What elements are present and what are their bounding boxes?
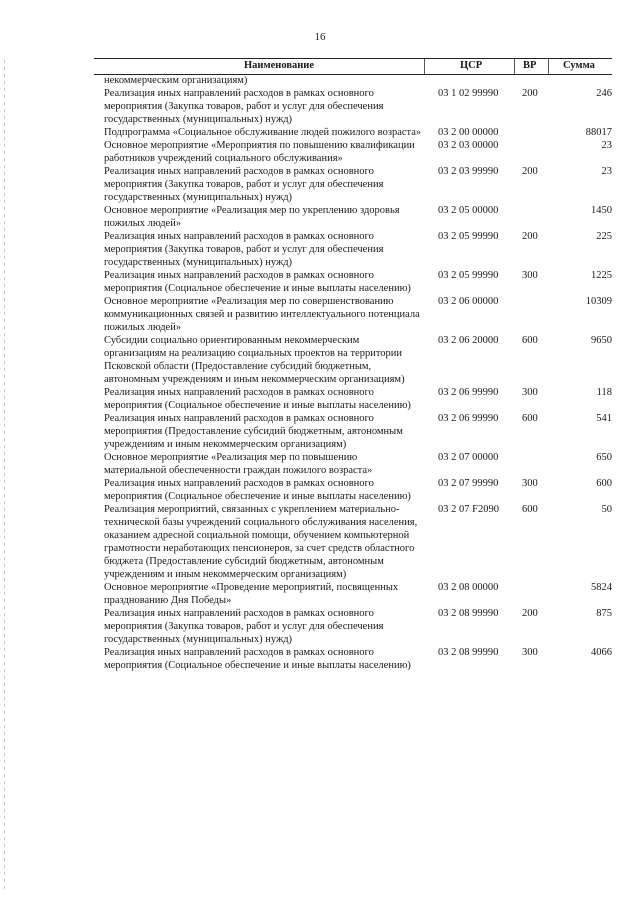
header-separator xyxy=(424,59,425,74)
row-csr: 03 2 06 20000 xyxy=(438,335,499,346)
row-sum: 9650 xyxy=(591,335,612,346)
row-sum: 4066 xyxy=(591,647,612,658)
table-body xyxy=(104,74,614,672)
row-sum: 23 xyxy=(601,140,612,151)
table-row xyxy=(104,74,614,87)
header-separator xyxy=(514,59,515,74)
row-csr: 03 2 05 99990 xyxy=(438,231,499,242)
row-name: Подпрограмма «Социальное обслуживание людей пожилого возраста» xyxy=(104,127,422,138)
row-csr: 03 2 07 F2090 xyxy=(438,504,499,515)
row-csr: 03 2 08 99990 xyxy=(438,647,499,658)
table-row xyxy=(104,412,614,451)
row-name: Основное мероприятие «Реализация мер по повышению материальной обеспеченности граждан пожилого возраста» xyxy=(104,452,373,476)
row-sum: 600 xyxy=(596,478,612,489)
row-name: Реализация иных направлений расходов в рамках основного мероприятия (Закупка товаров, работ и услуг для обеспечения государственных (муниципальных) нужд) xyxy=(104,231,384,268)
row-name: Основное мероприятие «Проведение мероприятий, посвященных празднованию Дня Победы» xyxy=(104,582,399,606)
row-csr: 03 2 06 00000 xyxy=(438,296,499,307)
row-sum: 23 xyxy=(601,166,612,177)
table-row xyxy=(104,503,614,581)
row-sum: 50 xyxy=(601,504,612,515)
row-vr: 600 xyxy=(522,335,538,346)
row-vr: 600 xyxy=(522,413,538,424)
table-row xyxy=(104,230,614,269)
row-vr: 300 xyxy=(522,478,538,489)
row-name: Реализация иных направлений расходов в рамках основного мероприятия (Социальное обеспечение и иные выплаты населению) xyxy=(104,478,411,502)
row-sum: 118 xyxy=(596,387,612,398)
row-sum: 1450 xyxy=(591,205,612,216)
row-sum: 10309 xyxy=(585,296,612,307)
table-row xyxy=(104,87,614,126)
table-row xyxy=(104,451,614,477)
row-vr: 300 xyxy=(522,647,538,658)
table-row xyxy=(104,126,614,139)
table-row xyxy=(104,607,614,646)
row-vr: 300 xyxy=(522,387,538,398)
row-csr: 03 2 06 99990 xyxy=(438,387,499,398)
row-name: Основное мероприятие «Реализация мер по укреплению здоровья пожилых людей» xyxy=(104,205,400,229)
row-vr: 300 xyxy=(522,270,538,281)
row-name: Реализация иных направлений расходов в рамках основного мероприятия (Закупка товаров, работ и услуг для обеспечения государственных (муниципальных) нужд) xyxy=(104,88,384,125)
row-vr: 200 xyxy=(522,166,538,177)
row-csr: 03 2 03 00000 xyxy=(438,140,499,151)
table-row xyxy=(104,165,614,204)
row-csr: 03 2 06 99990 xyxy=(438,413,499,424)
header-vr: ВР xyxy=(523,60,537,71)
row-name: Основное мероприятие «Мероприятия по повышению квалификации работников учреждений социального обслуживания» xyxy=(104,140,415,164)
row-sum: 650 xyxy=(596,452,612,463)
row-csr: 03 2 05 00000 xyxy=(438,205,499,216)
row-csr: 03 2 07 00000 xyxy=(438,452,499,463)
row-sum: 225 xyxy=(596,231,612,242)
row-vr: 200 xyxy=(522,231,538,242)
row-csr: 03 2 00 00000 xyxy=(438,127,499,138)
row-sum: 88017 xyxy=(585,127,612,138)
header-separator xyxy=(548,59,549,74)
row-csr: 03 1 02 99990 xyxy=(438,88,499,99)
page-number: 16 xyxy=(314,31,326,43)
table-row xyxy=(104,204,614,230)
row-name: Реализация иных направлений расходов в рамках основного мероприятия (Предоставление субсидий бюджетным, автономным учреждениям и иным некоммерческим организациям) xyxy=(104,413,403,450)
table-row xyxy=(104,269,614,295)
row-name: Реализация иных направлений расходов в рамках основного мероприятия (Социальное обеспечение и иные выплаты населению) xyxy=(104,387,411,411)
row-csr: 03 2 08 99990 xyxy=(438,608,499,619)
header-csr: ЦСР xyxy=(460,60,483,71)
header-name: Наименование xyxy=(244,60,314,71)
row-sum: 5824 xyxy=(591,582,612,593)
table-header xyxy=(94,58,612,75)
table-row xyxy=(104,646,614,672)
row-name: Реализация иных направлений расходов в рамках основного мероприятия (Закупка товаров, работ и услуг для обеспечения государственных (муниципальных) нужд) xyxy=(104,166,384,203)
row-csr: 03 2 07 99990 xyxy=(438,478,499,489)
row-name: Основное мероприятие «Реализация мер по совершенствованию коммуникационных связей и развитию интеллектуального потенциала пожилых людей» xyxy=(104,296,420,333)
row-vr: 200 xyxy=(522,88,538,99)
row-name: Реализация иных направлений расходов в рамках основного мероприятия (Закупка товаров, работ и услуг для обеспечения государственных (муниципальных) нужд) xyxy=(104,608,384,645)
row-csr: 03 2 08 00000 xyxy=(438,582,499,593)
row-name: некоммерческим организациям) xyxy=(104,75,248,86)
row-vr: 200 xyxy=(522,608,538,619)
row-vr: 600 xyxy=(522,504,538,515)
row-csr: 03 2 05 99990 xyxy=(438,270,499,281)
table-row xyxy=(104,477,614,503)
page-edge-artifact xyxy=(4,60,5,890)
row-sum: 246 xyxy=(596,88,612,99)
row-name: Реализация мероприятий, связанных с укреплением материально-технической базы учреждений социального обслуживания населения, оказанием адресной социальной помощи, обучением компьютерной грамотности неработающих пенсионеров, за счет средств областного бюджета (Предоставление субсидий бюджетным, автономным учреждениям и иным некоммерческим организациям) xyxy=(104,504,418,580)
row-name: Реализация иных направлений расходов в рамках основного мероприятия (Социальное обеспечение и иные выплаты населению) xyxy=(104,270,411,294)
header-sum: Сумма xyxy=(563,60,595,71)
row-csr: 03 2 03 99990 xyxy=(438,166,499,177)
row-name: Реализация иных направлений расходов в рамках основного мероприятия (Социальное обеспечение и иные выплаты населению) xyxy=(104,647,411,671)
row-sum: 1225 xyxy=(591,270,612,281)
row-sum: 541 xyxy=(596,413,612,424)
table-row xyxy=(104,139,614,165)
table-row xyxy=(104,295,614,334)
row-sum: 875 xyxy=(596,608,612,619)
table-row xyxy=(104,581,614,607)
table-row xyxy=(104,386,614,412)
table-row xyxy=(104,334,614,386)
row-name: Субсидии социально ориентированным некоммерческим организациям на реализацию социальных проектов на территории Псковской области (Предоставление субсидий бюджетным, автономным учреждениям и иным некоммерческим организациям) xyxy=(104,335,405,385)
